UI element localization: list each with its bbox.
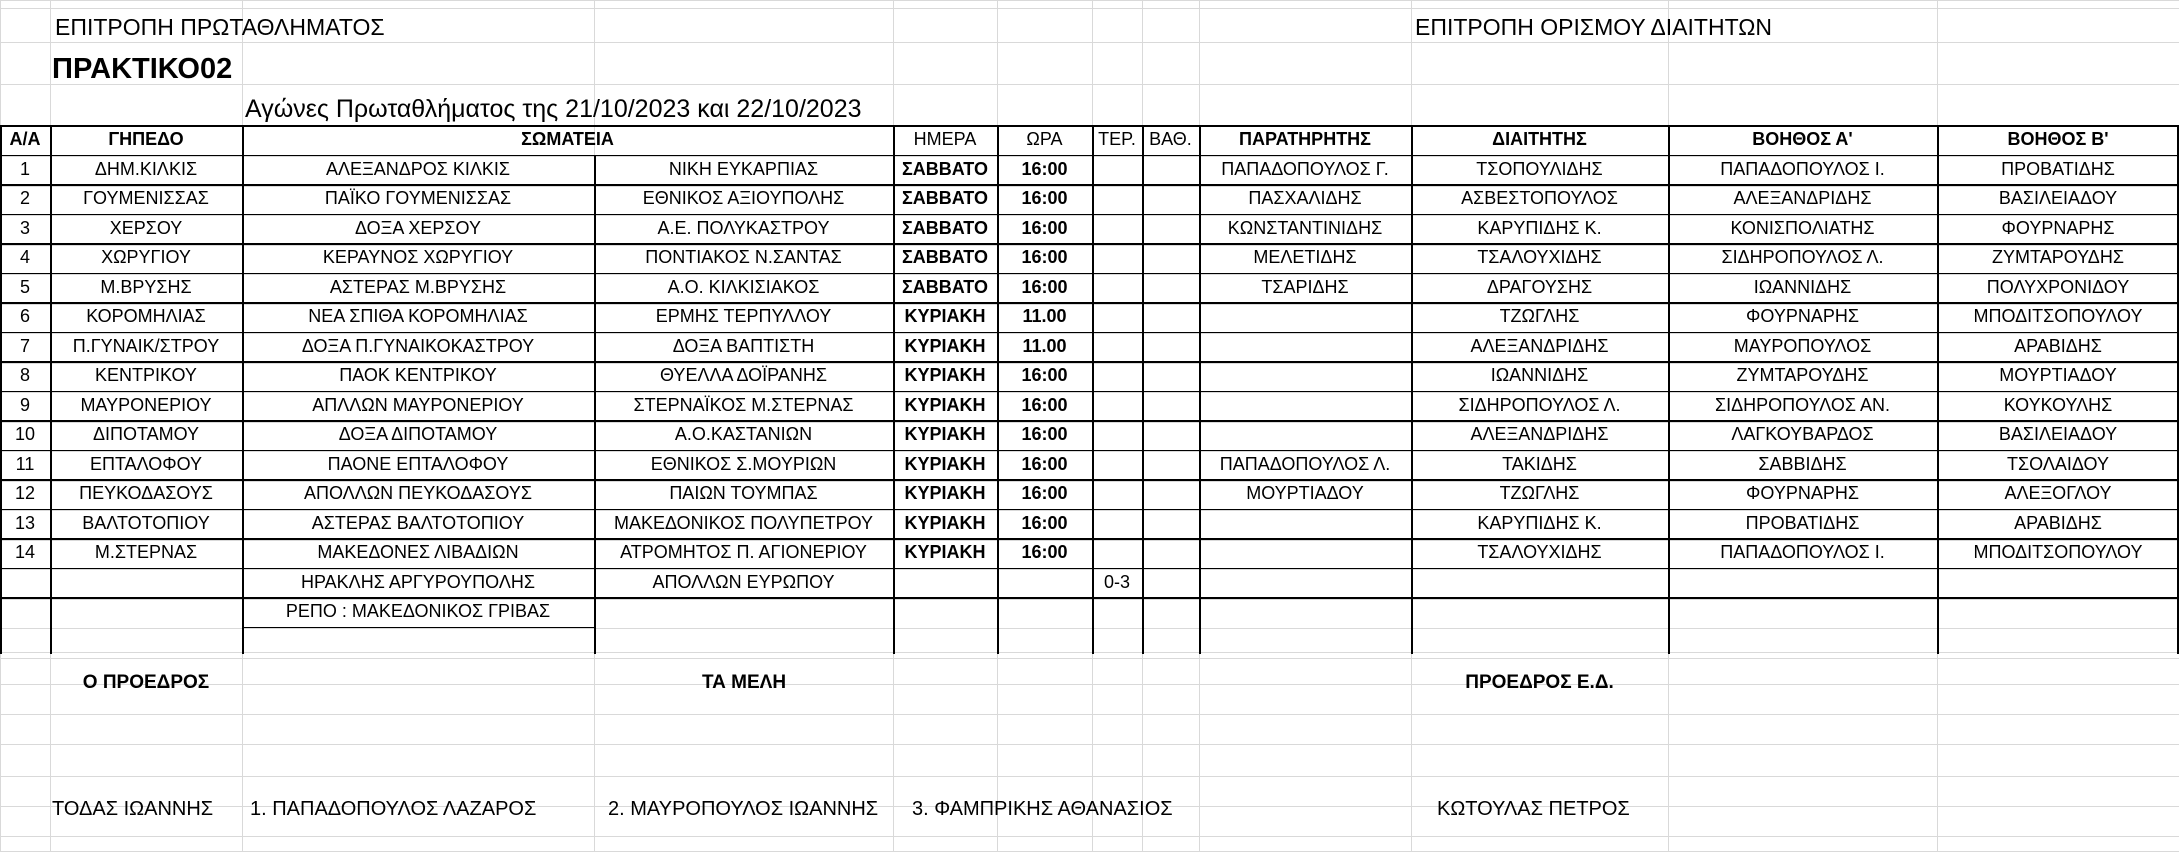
match-result-cell (1092, 509, 1142, 539)
match-day-cell: ΣΑΒΒΑΤΟ (902, 276, 988, 297)
repo-border (594, 597, 596, 627)
match-assistant-a-cell: ΦΟΥΡΝΑΡΗΣ (1746, 306, 1859, 326)
match-home-cell: ΚΕΡΑΥΝΟΣ ΧΩΡΥΓΙΟΥ (322, 247, 514, 267)
match-stadium-cell: ΓΟΥΜΕΝΙΣΣΑΣ (83, 188, 209, 208)
column-header-teams: ΣΩΜΑΤΕΙΑ (521, 129, 614, 149)
match-observer-cell (1199, 538, 1411, 568)
president-name: ΤΟΔΑΣ ΙΩΑΝΝΗΣ (52, 798, 214, 820)
match-day-cell: ΚΥΡΙΑΚΗ (904, 542, 986, 562)
president-label: Ο ΠΡΟΕΔΡΟΣ (82, 672, 210, 693)
match-day-cell: ΚΥΡΙΑΚΗ (904, 306, 986, 326)
match-stadium-cell: ΧΩΡΥΓΙΟΥ (101, 247, 191, 267)
gridline-horizontal (0, 628, 2179, 629)
match-result-cell (1092, 420, 1142, 450)
match-aa-cell: 8 (19, 365, 30, 385)
referee-committee-title: ΕΠΙΤΡΟΠΗ ΟΡΙΣΜΟΥ ΔΙΑΙΤΗΤΩΝ (1415, 14, 1773, 40)
match-home-cell: ΑΣΤΕΡΑΣ Μ.ΒΡΥΣΗΣ (329, 276, 507, 297)
match-result-cell (1092, 243, 1142, 273)
match-stadium-cell: Μ.ΒΡΥΣΗΣ (100, 276, 192, 297)
match-referee-cell: ΤΑΚΙΔΗΣ (1502, 453, 1577, 474)
match-grade-cell (1142, 450, 1199, 480)
match-home-cell: ΑΛΕΞΑΝΔΡΟΣ ΚΙΛΚΙΣ (325, 158, 511, 179)
match-time-cell: 16:00 (1021, 542, 1068, 562)
match-assistant-b-cell: ΦΟΥΡΝΑΡΗΣ (2001, 217, 2115, 238)
match-aa-cell: 11 (15, 453, 35, 474)
match-stadium-cell (50, 568, 242, 598)
column-header-observer: ΠΑΡΑΤΗΡΗΤΗΣ (1239, 129, 1371, 149)
match-result-cell (1092, 361, 1142, 391)
match-referee-cell: ΤΣΑΛΟΥΧΙΔΗΣ (1477, 542, 1602, 562)
match-observer-cell (1199, 509, 1411, 539)
match-assistant-b-cell: ΒΑΣΙΛΕΙΑΔΟΥ (1998, 188, 2118, 208)
match-aa-cell: 6 (19, 306, 30, 326)
match-observer-cell: ΜΟΥΡΤΙΑΔΟΥ (1246, 483, 1364, 503)
match-time-cell: 16:00 (1021, 512, 1068, 533)
match-day-cell (893, 568, 997, 598)
match-observer-cell: ΠΑΠΑΔΟΠΟΥΛΟΣ Λ. (1219, 453, 1391, 474)
match-time-cell: 16:00 (1021, 424, 1068, 444)
match-home-cell: ΜΑΚΕΔΟΝΕΣ ΛΙΒΑΔΙΩΝ (317, 542, 519, 562)
match-observer-cell: ΚΩΝΣΤΑΝΤΙΝΙΔΗΣ (1227, 217, 1383, 238)
match-observer-cell: ΤΣΑΡΙΔΗΣ (1261, 276, 1349, 297)
match-time-cell: 16:00 (1021, 158, 1068, 179)
match-referee-cell: ΙΩΑΝΝΙΔΗΣ (1490, 365, 1589, 385)
match-assistant-a-cell: ΠΑΠΑΔΟΠΟΥΛΟΣ Ι. (1720, 542, 1885, 562)
match-grade-cell (1142, 155, 1199, 185)
match-assistant-b-cell: ΒΑΣΙΛΕΙΑΔΟΥ (1998, 424, 2118, 444)
match-time-cell: 16:00 (1021, 217, 1068, 238)
match-time-cell: 16:00 (1021, 483, 1068, 503)
match-grade-cell (1142, 214, 1199, 244)
match-day-cell: ΚΥΡΙΑΚΗ (904, 365, 986, 385)
gridline-horizontal (0, 684, 2179, 685)
match-home-cell: ΝΕΑ ΣΠΙΘΑ ΚΟΡΟΜΗΛΙΑΣ (308, 306, 528, 326)
match-aa-cell: 9 (19, 394, 30, 415)
column-header-day: ΗΜΕΡΑ (913, 129, 977, 149)
gridline-horizontal (0, 658, 2179, 659)
match-day-cell: ΚΥΡΙΑΚΗ (904, 512, 986, 533)
match-grade-cell (1142, 273, 1199, 303)
gridline-horizontal (0, 744, 2179, 745)
match-aa-cell: 3 (19, 217, 30, 238)
column-header-assistant-b: ΒΟΗΘΟΣ Β' (2007, 129, 2109, 149)
gridline-horizontal (0, 836, 2179, 837)
match-grade-cell (1142, 391, 1199, 421)
match-referee-cell: ΚΑΡΥΠΙΔΗΣ Κ. (1477, 217, 1602, 238)
match-observer-cell (1199, 568, 1411, 598)
column-header-result: ΤΕΡ. (1098, 129, 1136, 149)
page-title: ΠΡΑΚΤΙΚΟ (52, 53, 200, 85)
gridline-horizontal (0, 42, 2179, 43)
match-assistant-b-cell: ΑΡΑΒΙΔΗΣ (2014, 512, 2102, 533)
match-day-cell: ΣΑΒΒΑΤΟ (902, 217, 988, 238)
column-header-referee: ΔΙΑΙΤΗΤΗΣ (1492, 129, 1587, 149)
gridline-horizontal (0, 8, 2179, 9)
match-time-cell (997, 568, 1092, 598)
match-result-cell (1092, 391, 1142, 421)
match-home-cell: ΔΟΞΑ Π.ΓΥΝΑΙΚΟΚΑΣΤΡΟΥ (301, 335, 535, 356)
match-away-cell: Α.Ε. ΠΟΛΥΚΑΣΤΡΟΥ (657, 217, 830, 238)
column-header-assistant-a: ΒΟΗΘΟΣ Α' (1752, 129, 1853, 149)
match-day-cell: ΚΥΡΙΑΚΗ (904, 424, 986, 444)
match-away-cell: Α.Ο.ΚΑΣΤΑΝΙΩΝ (674, 424, 813, 444)
match-away-cell: ΠΟΝΤΙΑΚΟΣ Ν.ΣΑΝΤΑΣ (645, 247, 842, 267)
members-label: ΤΑ ΜΕΛΗ (701, 672, 787, 693)
column-header-time: ΩΡΑ (1026, 129, 1063, 149)
gridline-horizontal (0, 0, 2179, 1)
match-observer-cell (1199, 420, 1411, 450)
match-assistant-a-cell: ΚΟΝΙΣΠΟΛΙΑΤΗΣ (1730, 217, 1875, 238)
match-observer-cell (1199, 391, 1411, 421)
match-stadium-cell: ΕΠΤΑΛΟΦΟΥ (89, 453, 203, 474)
match-aa-cell: 14 (14, 542, 36, 562)
gridline-horizontal (0, 652, 2179, 653)
match-assistant-b-cell: ΖΥΜΤΑΡΟΥΔΗΣ (1992, 247, 2124, 267)
match-assistant-b-cell: ΜΠΟΔΙΤΣΟΠΟΥΛΟΥ (1973, 542, 2143, 562)
match-assistant-b-cell (1937, 568, 2179, 598)
match-stadium-cell: ΚΕΝΤΡΙΚΟΥ (95, 365, 197, 385)
match-away-cell: ΑΠΟΛΛΩΝ ΕΥΡΩΠΟΥ (652, 571, 835, 592)
repo-team: ΡΕΠΟ : ΜΑΚΕΔΟΝΙΚΟΣ ΓΡΙΒΑΣ (285, 601, 551, 621)
match-stadium-cell: ΠΕΥΚΟΔΑΣΟΥΣ (79, 483, 213, 503)
match-home-cell: ΠΑΟΝΕ ΕΠΤΑΛΟΦΟΥ (327, 453, 509, 474)
column-header-aa: Α/Α (9, 129, 41, 149)
match-grade-cell (1142, 509, 1199, 539)
match-home-cell: ΠΑΟΚ ΚΕΝΤΡΙΚΟΥ (339, 365, 497, 385)
match-referee-cell: ΑΣΒΕΣΤΟΠΟΥΛΟΣ (1461, 188, 1618, 208)
match-home-cell: ΔΟΞΑ ΧΕΡΣΟΥ (355, 217, 481, 238)
match-day-cell: ΣΑΒΒΑΤΟ (902, 158, 988, 179)
column-header-stadium: ΓΗΠΕΔΟ (108, 129, 184, 149)
match-grade-cell (1142, 243, 1199, 273)
match-away-cell: ΕΘΝΙΚΟΣ Σ.ΜΟΥΡΙΩΝ (650, 453, 837, 474)
match-day-cell: ΚΥΡΙΑΚΗ (904, 394, 986, 415)
match-grade-cell (1142, 538, 1199, 568)
match-result-cell (1092, 538, 1142, 568)
match-assistant-a-cell: ΛΑΓΚΟΥΒΑΡΔΟΣ (1731, 424, 1874, 444)
match-aa-cell: 10 (14, 424, 36, 444)
match-referee-cell: ΚΑΡΥΠΙΔΗΣ Κ. (1477, 512, 1602, 533)
page-subtitle: Αγώνες Πρωταθλήματος της 21/10/2023 και 22/10/2023 (245, 95, 862, 123)
match-assistant-b-cell: ΑΛΕΞΟΓΛΟΥ (2004, 483, 2112, 503)
match-assistant-a-cell: ΙΩΑΝΝΙΔΗΣ (1753, 276, 1852, 297)
match-away-cell: ΔΟΞΑ ΒΑΠΤΙΣΤΗ (672, 335, 815, 356)
match-assistant-a-cell: ΠΑΠΑΔΟΠΟΥΛΟΣ Ι. (1720, 158, 1885, 179)
match-aa-cell: 12 (14, 483, 36, 503)
match-assistant-b-cell: ΠΡΟΒΑΤΙΔΗΣ (2001, 158, 2115, 179)
match-home-cell: ΑΠΟΛΛΩΝ ΠΕΥΚΟΔΑΣΟΥΣ (304, 483, 532, 503)
match-aa-cell: 1 (19, 158, 30, 179)
match-assistant-b-cell: ΜΠΟΔΙΤΣΟΠΟΥΛΟΥ (1973, 306, 2143, 326)
member-1-name: 1. ΠΑΠΑΔΟΠΟΥΛΟΣ ΛΑΖΑΡΟΣ (250, 798, 537, 820)
match-day-cell: ΣΑΒΒΑΤΟ (902, 188, 988, 208)
match-result-cell (1092, 184, 1142, 214)
match-grade-cell (1142, 332, 1199, 362)
match-result-cell (1092, 302, 1142, 332)
match-away-cell: Α.Ο. ΚΙΛΚΙΣΙΑΚΟΣ (667, 276, 820, 297)
match-day-cell: ΚΥΡΙΑΚΗ (904, 335, 986, 356)
match-away-cell: ΕΡΜΗΣ ΤΕΡΠΥΛΛΟΥ (655, 306, 832, 326)
repo-border (242, 627, 594, 629)
match-referee-cell: ΤΣΟΠΟΥΛΙΔΗΣ (1476, 158, 1603, 179)
match-away-cell: ΜΑΚΕΔΟΝΙΚΟΣ ΠΟΛΥΠΕΤΡΟΥ (613, 512, 874, 533)
match-home-cell: ΑΠΛΛΩΝ ΜΑΥΡΟΝΕΡΙΟΥ (312, 394, 524, 415)
match-away-cell: ΣΤΕΡΝΑΪΚΟΣ Μ.ΣΤΕΡΝΑΣ (633, 394, 854, 415)
match-referee-cell: ΤΣΑΛΟΥΧΙΔΗΣ (1477, 247, 1602, 267)
match-referee-cell: ΔΡΑΓΟΥΣΗΣ (1486, 276, 1593, 297)
match-away-cell: ΠΑΙΩΝ ΤΟΥΜΠΑΣ (669, 483, 818, 503)
match-assistant-b-cell: ΚΟΥΚΟΥΛΗΣ (2003, 394, 2113, 415)
match-result-cell (1092, 450, 1142, 480)
match-stadium-cell: ΧΕΡΣΟΥ (109, 217, 183, 238)
match-referee-cell: ΑΛΕΞΑΝΔΡΙΔΗΣ (1470, 335, 1609, 356)
match-home-cell: ΗΡΑΚΛΗΣ ΑΡΓΥΡΟΥΠΟΛΗΣ (300, 571, 536, 592)
match-assistant-b-cell: ΤΣΟΛΑΙΔΟΥ (2007, 453, 2109, 474)
match-stadium-cell: Μ.ΣΤΕΡΝΑΣ (94, 542, 198, 562)
match-assistant-b-cell: ΠΟΛΥΧΡΟΝΙΔΟΥ (1986, 276, 2130, 297)
match-result-cell (1092, 273, 1142, 303)
match-referee-cell (1411, 568, 1668, 598)
match-stadium-cell: ΒΑΛΤΟΤΟΠΙΟΥ (82, 512, 210, 533)
match-result-cell (1092, 332, 1142, 362)
match-time-cell: 11.00 (1022, 306, 1067, 326)
match-assistant-a-cell: ΣΙΔΗΡΟΠΟΥΛΟΣ ΑΝ. (1714, 394, 1891, 415)
match-result-cell (1092, 214, 1142, 244)
match-grade-cell (1142, 184, 1199, 214)
match-observer-cell (1199, 332, 1411, 362)
gridline-horizontal (0, 776, 2179, 777)
match-time-cell: 16:00 (1021, 276, 1068, 297)
match-time-cell: 11.00 (1022, 335, 1067, 356)
match-aa-cell: 13 (14, 512, 36, 533)
match-stadium-cell: Π.ΓΥΝΑΙΚ/ΣΤΡΟΥ (72, 335, 220, 356)
match-aa-cell: 4 (19, 247, 30, 267)
page-title-number: 02 (200, 53, 233, 85)
match-aa-cell (0, 568, 50, 598)
match-assistant-a-cell: ΣΑΒΒΙΔΗΣ (1758, 453, 1847, 474)
match-referee-cell: ΑΛΕΞΑΝΔΡΙΔΗΣ (1470, 424, 1609, 444)
match-result-cell (1092, 155, 1142, 185)
gridline-horizontal (0, 714, 2179, 715)
member-3-name: 3. ΦΑΜΠΡΙΚΗΣ ΑΘΑΝΑΣΙΟΣ (912, 798, 1173, 820)
match-assistant-a-cell: ΜΑΥΡΟΠΟΥΛΟΣ (1733, 335, 1872, 356)
match-observer-cell (1199, 361, 1411, 391)
match-referee-cell: ΤΖΩΓΛΗΣ (1499, 306, 1580, 326)
match-grade-cell (1142, 302, 1199, 332)
match-observer-cell: ΠΑΠΑΔΟΠΟΥΛΟΣ Γ. (1221, 158, 1389, 179)
match-away-cell: ΕΘΝΙΚΟΣ ΑΞΙΟΥΠΟΛΗΣ (642, 188, 845, 208)
match-home-cell: ΠΑΪΚΟ ΓΟΥΜΕΝΙΣΣΑΣ (324, 188, 512, 208)
match-grade-cell (1142, 479, 1199, 509)
referee-president-label: ΠΡΟΕΔΡΟΣ Ε.Δ. (1465, 672, 1614, 693)
match-observer-cell: ΜΕΛΕΤΙΔΗΣ (1253, 247, 1357, 267)
match-assistant-a-cell (1668, 568, 1937, 598)
match-referee-cell: ΣΙΔΗΡΟΠΟΥΛΟΣ Λ. (1458, 394, 1621, 415)
match-assistant-a-cell: ΖΥΜΤΑΡΟΥΔΗΣ (1736, 365, 1869, 385)
match-stadium-cell: ΜΑΥΡΟΝΕΡΙΟΥ (80, 394, 212, 415)
match-aa-cell: 2 (19, 188, 30, 208)
column-header-grade: ΒΑΘ. (1149, 129, 1192, 149)
match-time-cell: 16:00 (1021, 453, 1068, 474)
match-time-cell: 16:00 (1021, 247, 1068, 267)
match-day-cell: ΚΥΡΙΑΚΗ (904, 483, 986, 503)
match-day-cell: ΚΥΡΙΑΚΗ (904, 453, 986, 474)
match-stadium-cell: ΔΙΠΟΤΑΜΟΥ (92, 424, 200, 444)
match-assistant-a-cell: ΣΙΔΗΡΟΠΟΥΛΟΣ Λ. (1721, 247, 1884, 267)
match-time-cell: 16:00 (1021, 365, 1068, 385)
match-day-cell: ΣΑΒΒΑΤΟ (902, 247, 988, 267)
match-observer-cell: ΠΑΣΧΑΛΙΔΗΣ (1248, 188, 1362, 208)
match-observer-cell (1199, 302, 1411, 332)
match-assistant-a-cell: ΦΟΥΡΝΑΡΗΣ (1746, 483, 1859, 503)
member-2-name: 2. ΜΑΥΡΟΠΟΥΛΟΣ ΙΩΑΝΝΗΣ (608, 798, 879, 820)
match-result-cell (1092, 479, 1142, 509)
match-grade-cell (1142, 568, 1199, 598)
match-away-cell: ΘΥΕΛΛΑ ΔΟΪΡΑΝΗΣ (660, 365, 827, 385)
match-aa-cell: 7 (19, 335, 30, 356)
match-home-cell: ΔΟΞΑ ΔΙΠΟΤΑΜΟΥ (338, 424, 498, 444)
match-away-cell: ΑΤΡΟΜΗΤΟΣ Π. ΑΓΙΟΝΕΡΙΟΥ (620, 542, 867, 562)
match-time-cell: 16:00 (1021, 188, 1068, 208)
committee-title: ΕΠΙΤΡΟΠΗ ΠΡΩΤΑΘΛΗΜΑΤΟΣ (55, 14, 385, 40)
match-result-cell: 0-3 (1103, 571, 1130, 592)
referee-president-name: ΚΩΤΟΥΛΑΣ ΠΕΤΡΟΣ (1437, 798, 1630, 820)
match-grade-cell (1142, 420, 1199, 450)
match-away-cell: ΝΙΚΗ ΕΥΚΑΡΠΙΑΣ (668, 158, 819, 179)
match-stadium-cell: ΔΗΜ.ΚΙΛΚΙΣ (94, 158, 198, 179)
match-assistant-b-cell: ΜΟΥΡΤΙΑΔΟΥ (1999, 365, 2117, 385)
match-assistant-a-cell: ΑΛΕΞΑΝΔΡΙΔΗΣ (1733, 188, 1872, 208)
match-grade-cell (1142, 361, 1199, 391)
match-stadium-cell: ΚΟΡΟΜΗΛΙΑΣ (86, 306, 206, 326)
gridline-horizontal (0, 84, 2179, 85)
match-home-cell: ΑΣΤΕΡΑΣ ΒΑΛΤΟΤΟΠΙΟΥ (311, 512, 525, 533)
match-referee-cell: ΤΖΩΓΛΗΣ (1499, 483, 1580, 503)
match-time-cell: 16:00 (1021, 394, 1068, 415)
match-aa-cell: 5 (19, 276, 30, 297)
match-assistant-b-cell: ΑΡΑΒΙΔΗΣ (2014, 335, 2102, 356)
match-assistant-a-cell: ΠΡΟΒΑΤΙΔΗΣ (1745, 512, 1860, 533)
